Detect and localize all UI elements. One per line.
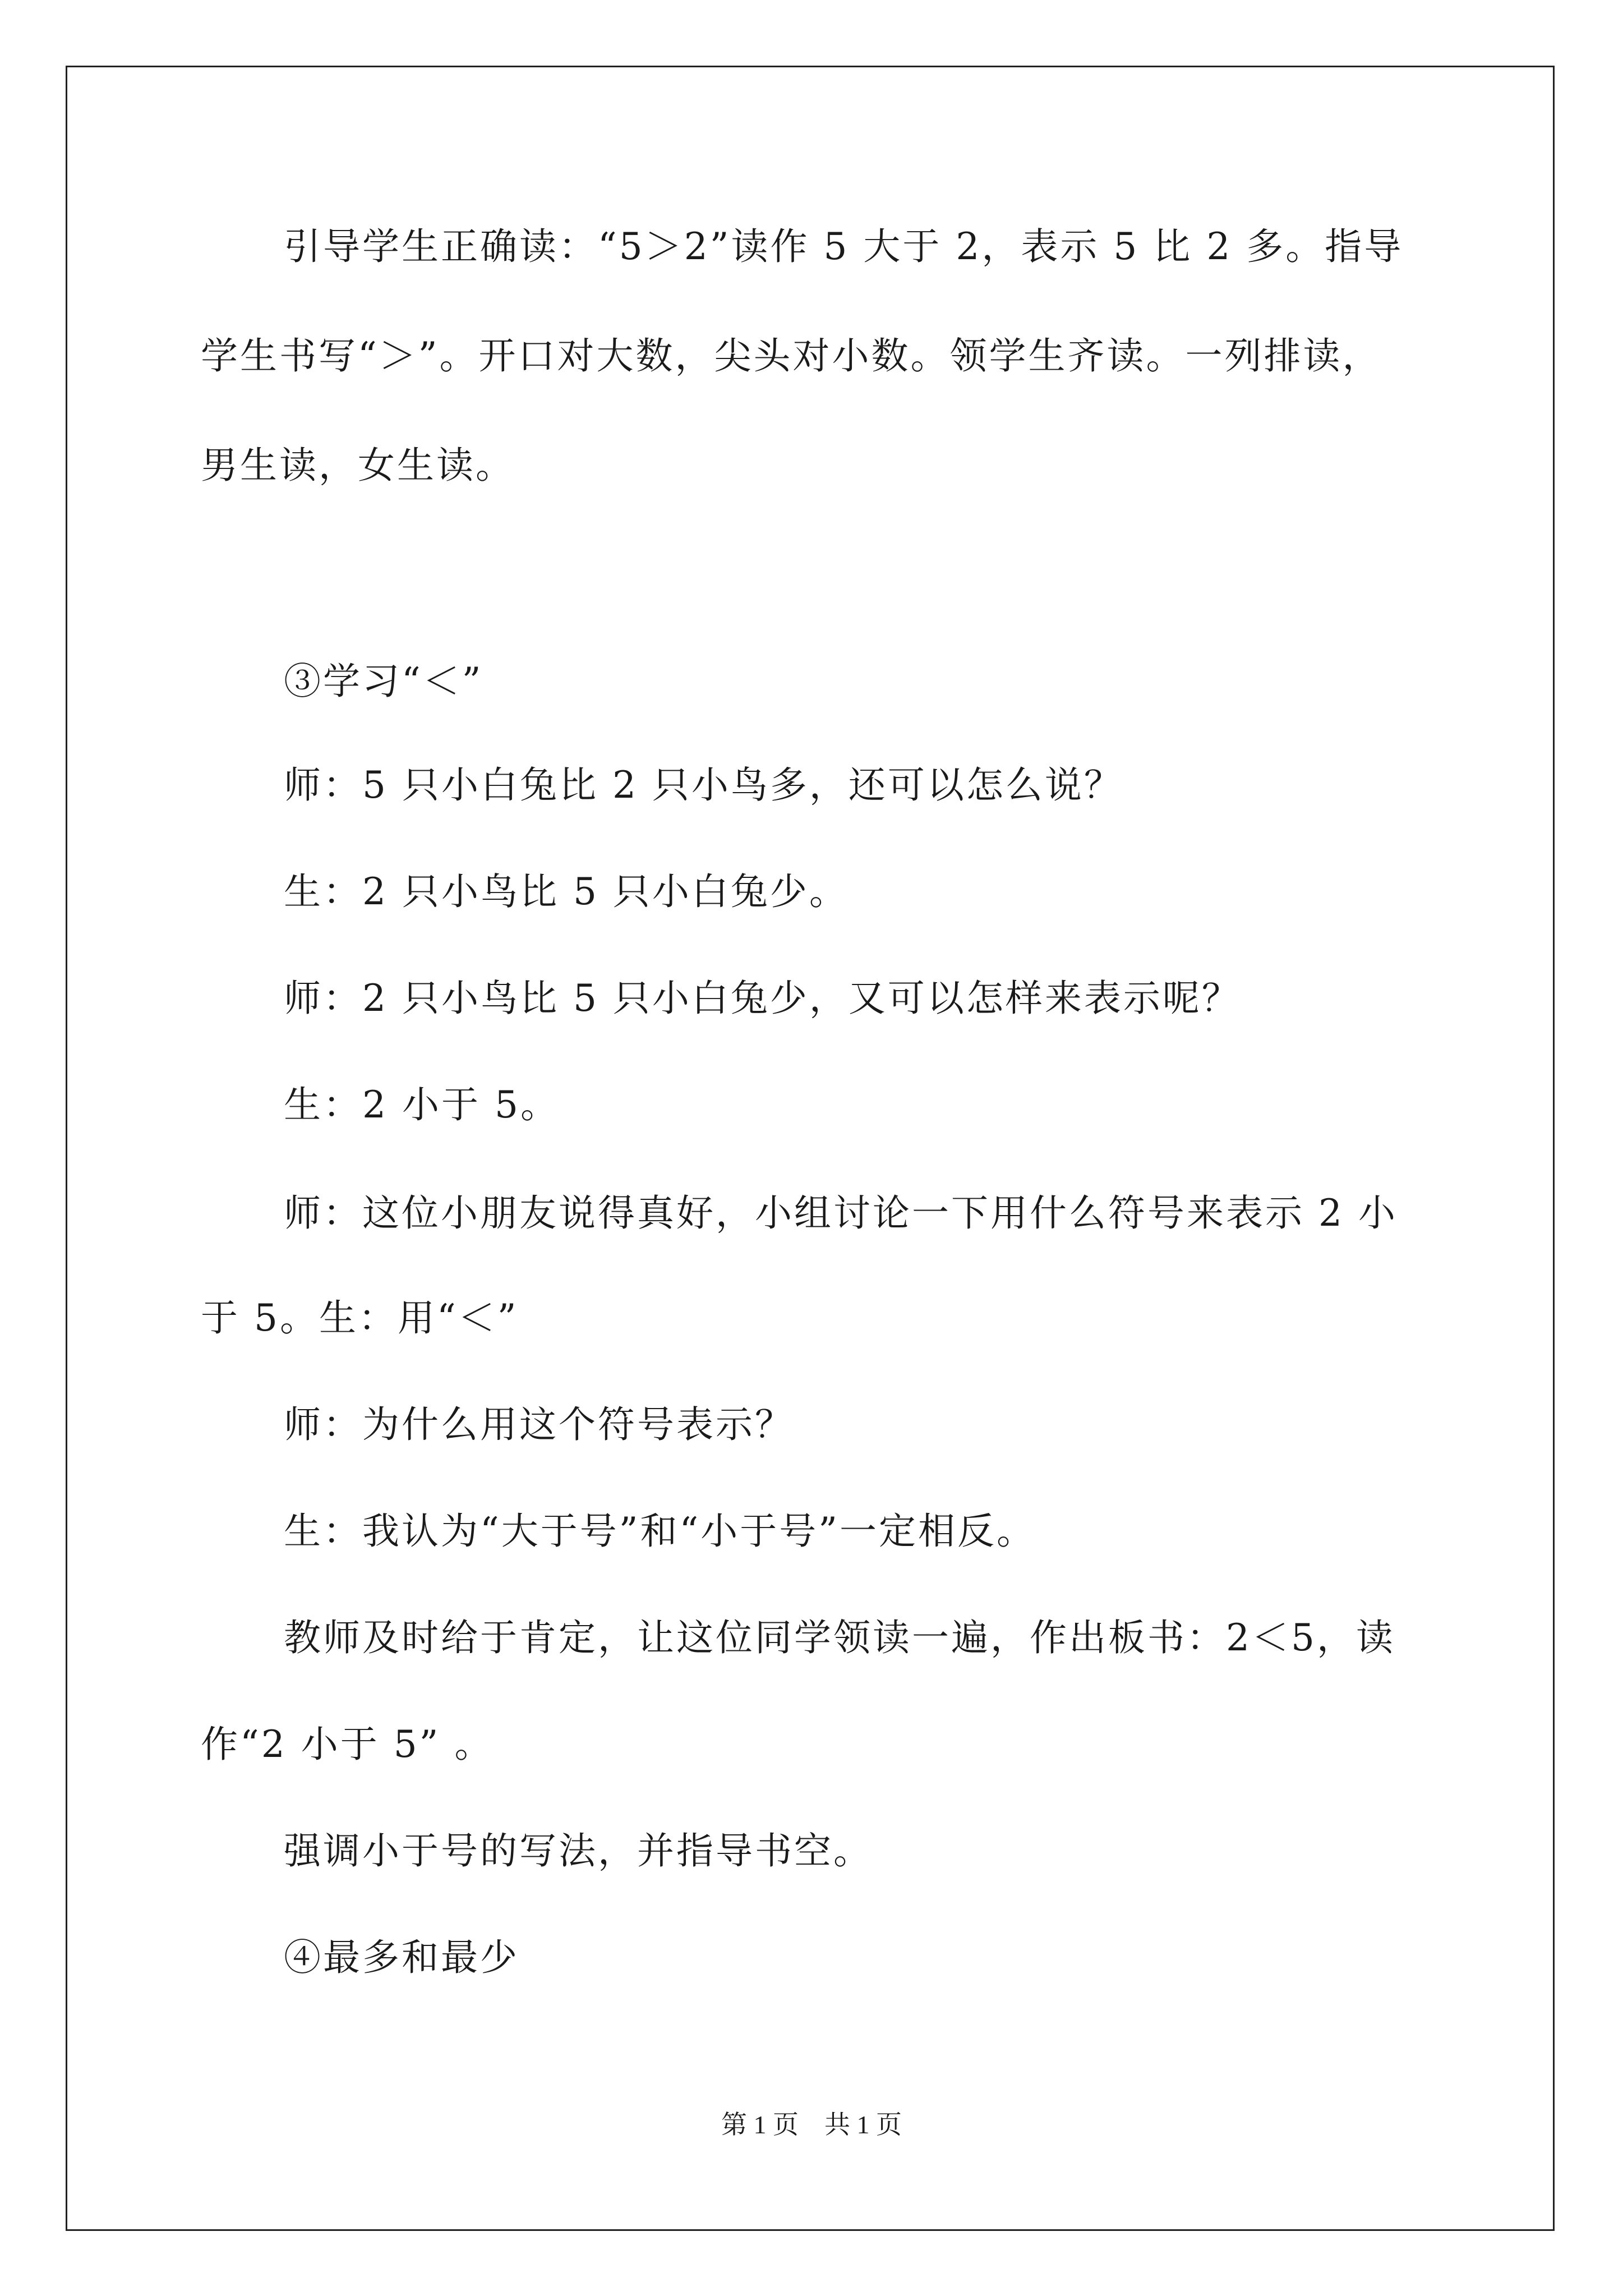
dialogue-line: 师：2 只小鸟比 5 只小白兔少，又可以怎样来表示呢？ (284, 977, 1241, 1020)
paragraph-line: 教师及时给于肯定，让这位同学领读一遍，作出板书：2＜5，读 (284, 1616, 1395, 1659)
dialogue-line: 生：2 小于 5。 (284, 1083, 560, 1126)
paragraph-line-2: 学生书写“＞”。开口对大数，尖头对小数。领学生齐读。一列排读， (201, 334, 1382, 378)
section-heading-less-than: ③学习“＜” (284, 660, 483, 703)
dialogue-line: 师：这位小朋友说得真好，小组讨论一下用什么符号来表示 2 小 (284, 1191, 1398, 1235)
dialogue-line: 生：2 只小鸟比 5 只小白兔少。 (284, 870, 849, 913)
paragraph-line-1: 引导学生正确读：“5＞2”读作 5 大于 2，表示 5 比 2 多。指导 (284, 225, 1404, 268)
paragraph-line-3: 男生读，女生读。 (201, 444, 515, 487)
page-number-footer: 第 1 页 共 1 页 (721, 2110, 902, 2139)
dialogue-line: 生：我认为“大于号”和“小于号”一定相反。 (284, 1510, 1036, 1553)
dialogue-line: 师：为什么用这个符号表示？ (284, 1403, 794, 1446)
paragraph-line: 强调小于号的写法，并指导书空。 (284, 1829, 873, 1872)
paragraph-line-continued: 作“2 小于 5” 。 (201, 1723, 494, 1766)
section-heading-most-least: ④最多和最少 (284, 1936, 519, 1979)
dialogue-line: 师：5 只小白兔比 2 只小鸟多，还可以怎么说？ (284, 763, 1123, 807)
page-border (66, 66, 1555, 2231)
dialogue-line-continued: 于 5。生：用“＜” (201, 1296, 519, 1340)
